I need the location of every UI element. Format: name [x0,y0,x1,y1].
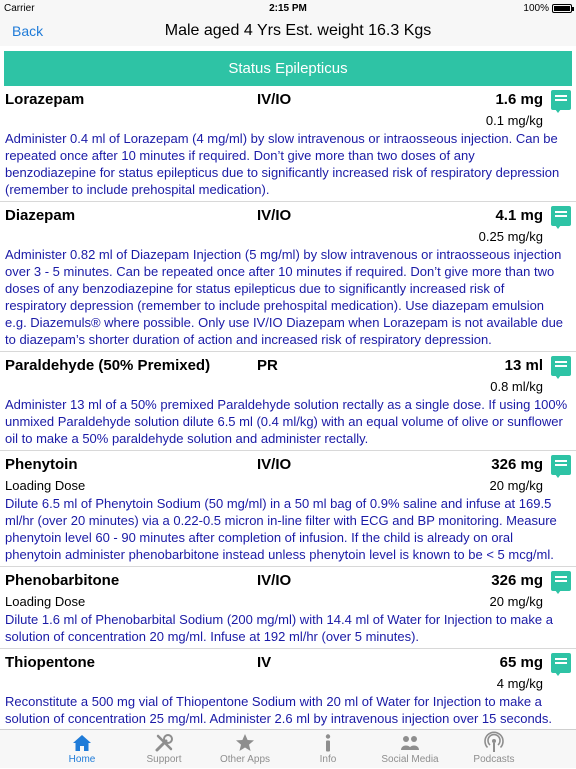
drug-instructions: Administer 0.82 ml of Diazepam Injection (5 mg/ml) by slow intravenous or intraosseous injection over 3 - 5 minutes. Can be repeated once after 10 minutes if required. Don’t give more than two doses of any benzodiazepine for status epilepticus due to significantly increased risk of respiratory depression (remember to include prehospital medication). Use diazepam emulsion e.g. Diazemuls® where possible. Only use IV/IO Diazepam when Lorazepam is not available due to diazepam’s shorter duration of action and increased risk of respiratory depression. [5,247,564,347]
drug-dose: 1.6 mg [495,91,543,108]
podcast-icon [484,733,504,753]
drug-row[interactable] [0,451,576,567]
tab-label: Other Apps [219,754,271,765]
drug-name: Phenobarbitone [5,572,120,589]
drug-dose: 326 mg [491,572,543,589]
drug-route: PR [257,357,278,374]
nav-bar [0,18,576,46]
drug-list[interactable] [0,86,576,729]
drug-dose: 326 mg [491,456,543,473]
drug-instructions: Dilute 6.5 ml of Phenytoin Sodium (50 mg/ml) in a 50 ml bag of 0.9% saline and infuse at 169.5 ml/hr (over 20 minutes) via a 0.22-0.5 micron in-line filter with ECG and BP monitoring. Measure phenytoin level 60 - 90 minutes after completion of infusion. If the child is already on oral phenytoin administer phenobarbitone instead unless phenytoin level is known to be < 5 mcg/ml. [5,496,557,562]
note-icon[interactable] [551,571,571,591]
note-icon[interactable] [551,90,571,110]
drug-row[interactable] [0,567,576,649]
drug-name: Paraldehyde (50% Premixed) [5,357,211,374]
drug-route: IV [257,654,272,671]
drug-instructions: Administer 0.4 ml of Lorazepam (4 mg/ml) by slow intravenous or intraosseous injection. Can be repeated once after 10 minutes if required. Don’t give more than two doses of any benzodiazepine for status epilepticus due to significantly increased risk of respiratory depression (remember to include prehospital medication). [5,131,560,197]
drug-row[interactable] [0,352,576,451]
drug-per-kg: 0.1 mg/kg [485,113,543,128]
tab-label: Social Media [381,754,439,765]
drug-per-kg: 0.8 ml/kg [490,379,543,394]
battery-indicator [523,3,572,14]
drug-dose: 13 ml [504,357,543,374]
home-icon [72,733,92,753]
tab-label: Podcasts [473,754,515,765]
drug-row[interactable] [0,202,576,352]
tab-bar [0,729,576,768]
clock: 2:15 PM [269,3,307,14]
drug-per-kg: 4 mg/kg [496,676,543,691]
drug-name: Lorazepam [5,91,85,108]
drug-instructions: Administer 13 ml of a 50% premixed Paraldehyde solution rectally as a single dose. If using 100% unmixed Paraldehyde solution dilute 6.5 ml (0.4 ml/kg) with an equal volume of olive or sunflower oil to make a 50% paraldehyde solution and administer rectally. [5,397,568,446]
page-title: Male aged 4 Yrs Est. weight 16.3 Kgs [164,22,432,39]
note-icon[interactable] [551,356,571,376]
people-icon [400,733,420,753]
drug-instructions: Dilute 1.6 ml of Phenobarbital Sodium (200 mg/ml) with 14.4 ml of Water for Injection to make a solution of concentration 20 mg/ml. Infuse at 192 ml/hr (over 5 minutes). [5,612,553,644]
drug-subtitle: Loading Dose [5,478,86,493]
tab-label: Support [146,754,182,765]
drug-instructions: Reconstitute a 500 mg vial of Thiopentone Sodium with 20 ml of Water for Injection to make a solution of concentration 25 mg/ml. Administer 2.6 ml by intravenous injection over 15 seconds. [5,694,553,726]
tab-social-media[interactable] [370,730,450,769]
note-icon[interactable] [551,206,571,226]
drug-dose: 65 mg [499,654,543,671]
drug-route: IV/IO [257,207,292,224]
drug-dose: 4.1 mg [495,207,543,224]
battery-percent: 100% [523,3,549,14]
carrier-label: Carrier [4,3,35,14]
note-icon[interactable] [551,455,571,475]
drug-per-kg: 0.25 mg/kg [478,229,543,244]
drug-subtitle: Loading Dose [5,594,86,609]
note-icon[interactable] [551,653,571,673]
drug-route: IV/IO [257,572,292,589]
info-icon [318,733,338,753]
tab-other-apps[interactable] [205,730,285,769]
tab-label: Info [319,754,337,765]
battery-icon [552,4,572,13]
tab-support[interactable] [124,730,204,769]
tab-info[interactable] [288,730,368,769]
drug-name: Diazepam [5,207,76,224]
drug-row[interactable] [0,86,576,202]
star-icon [235,733,255,753]
drug-name: Thiopentone [5,654,95,671]
drug-per-kg: 20 mg/kg [489,594,543,609]
section-header: Status Epilepticus [4,51,572,86]
tools-icon [154,733,174,753]
tab-podcasts[interactable] [454,730,534,769]
drug-route: IV/IO [257,91,292,108]
tab-home[interactable] [42,730,122,769]
drug-route: IV/IO [257,456,292,473]
tab-label: Home [68,754,96,765]
drug-name: Phenytoin [5,456,78,473]
back-button[interactable]: Back [12,23,44,39]
drug-per-kg: 20 mg/kg [489,478,543,493]
status-bar [0,0,576,18]
